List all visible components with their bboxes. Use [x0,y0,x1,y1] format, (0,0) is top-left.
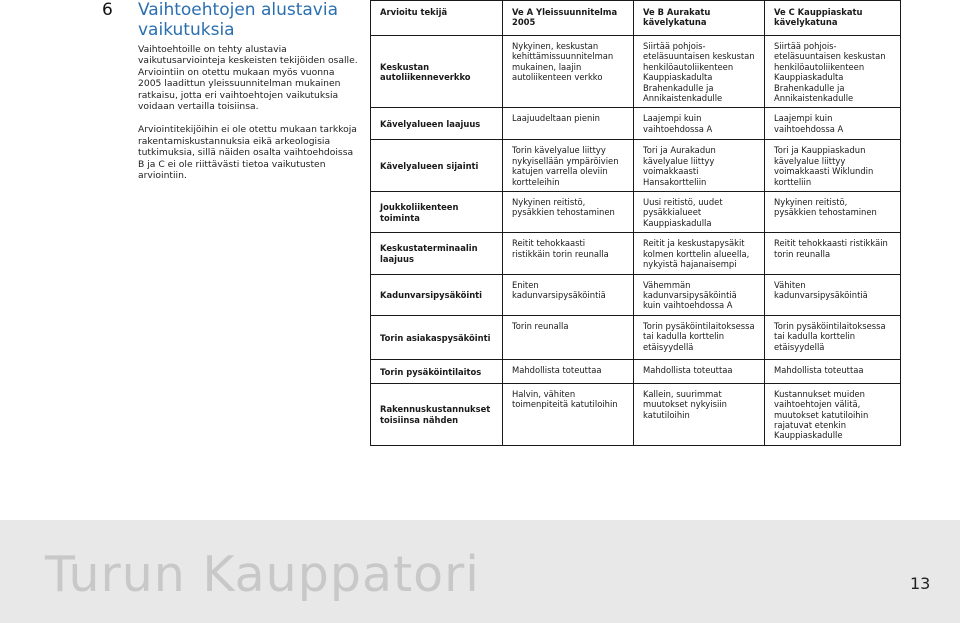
table-header-row [371,1,901,36]
cell-option-b: Reitit ja keskustapysäkit kolmen korttelin alueella, nykyistä hajanaisempi [634,233,765,274]
cell-option-c: Mahdollista toteuttaa [765,359,901,383]
cell-option-b: Mahdollista toteuttaa [634,359,765,383]
page-number: 13 [910,574,931,593]
cell-option-b: Laajempi kuin vaihtoehdossa A [634,108,765,140]
cell-option-c: Vähiten kadunvarsipysäköintiä [765,274,901,315]
cell-option-a: Reitit tehokkaasti ristikkäin torin reunalla [503,233,634,274]
cell-option-c: Tori ja Kauppiaskadun kävelyalue liittyy voimakkaasti Wiklundin kortteliin [765,140,901,192]
row-label: Keskustan autoliikenneverkko [371,36,503,108]
cell-option-c: Nykyinen reitistö, pysäkkien tehostaminen [765,192,901,233]
intro-text [138,44,358,193]
header-factor: Arvioitu tekijä [371,1,503,36]
row-label: Rakennuskustannukset toisiinsa nähden [371,383,503,445]
row-label: Joukkoliikenteen toiminta [371,192,503,233]
cell-option-b: Uusi reitistö, uudet pysäkkialueet Kauppiaskadulla [634,192,765,233]
cell-option-c: Reitit tehokkaasti ristikkäin torin reunalla [765,233,901,274]
cell-option-a: Nykyinen reitistö, pysäkkien tehostaminen [503,192,634,233]
intro-paragraph-2: Arviointitekijöihin ei ole otettu mukaan tarkkoja rakentamiskustannuksia eikä arkeologisia tutkimuksia, sillä näiden osalta vaihtoehdoissa B ja C ei ole riittävästi tietoa vaikutusten arviointiin. [138,124,357,182]
cell-option-a: Torin kävelyalue liittyy nykyisellään ympäröivien katujen varrella oleviin kortteleihin [503,140,634,192]
cell-option-b: Tori ja Aurakadun kävelyalue liittyy voimakkaasti Hansakortteliin [634,140,765,192]
cell-option-a: Mahdollista toteuttaa [503,359,634,383]
header-option-a: Ve A Yleissuunnitelma 2005 [503,1,634,36]
cell-option-b: Kallein, suurimmat muutokset nykyisiin katutiloihin [634,383,765,445]
table-row [371,315,901,359]
cell-option-a: Torin reunalla [503,315,634,359]
cell-option-c: Laajempi kuin vaihtoehdossa A [765,108,901,140]
table-row [371,36,901,108]
cell-option-a: Halvin, vähiten toimenpiteitä katutiloihin [503,383,634,445]
cell-option-b: Siirtää pohjois-eteläsuuntaisen keskustan henkilöautoliikenteen Kauppiaskadulta Brahenkadulle ja Annikaistenkadulle [634,36,765,108]
table-row [371,233,901,274]
evaluation-table [370,0,901,446]
row-label: Torin asiakaspysäköinti [371,315,503,359]
cell-option-b: Torin pysäköintilaitoksessa tai kadulla korttelin etäisyydellä [634,315,765,359]
row-label: Kävelyalueen laajuus [371,108,503,140]
cell-option-a: Laajuudeltaan pienin [503,108,634,140]
header-option-b: Ve B Aurakatu kävelykatuna [634,1,765,36]
table-row [371,192,901,233]
row-label: Kadunvarsipysäköinti [371,274,503,315]
cell-option-c: Kustannukset muiden vaihtoehtojen välitä, muutokset katutiloihin rajatuvat etenkin Kauppiaskadulle [765,383,901,445]
cell-option-a: Eniten kadunvarsipysäköintiä [503,274,634,315]
table-row [371,274,901,315]
row-label: Torin pysäköintilaitos [371,359,503,383]
cell-option-c: Torin pysäköintilaitoksessa tai kadulla korttelin etäisyydellä [765,315,901,359]
page-footer [0,520,960,623]
header-option-c: Ve C Kauppiaskatu kävelykatuna [765,1,901,36]
row-label: Kävelyalueen sijainti [371,140,503,192]
cell-option-b: Vähemmän kadunvarsipysäköintiä kuin vaihtoehdossa A [634,274,765,315]
chapter-number: 6 [102,0,113,20]
table-row [371,359,901,383]
table-row [371,140,901,192]
cell-option-c: Siirtää pohjois-eteläsuuntaisen keskustan henkilöautoliikenteen Kauppiaskadulta Brahenkadulle ja Annikaistenkadulle [765,36,901,108]
footer-brand: Turun Kauppatori [45,546,480,603]
intro-paragraph-1: Vaihtoehtoille on tehty alustavia vaikutusarviointeja keskeisten tekijöiden osalle. Arviointiin on otettu mukaan myös vuonna 2005 laadittun yleissuunnitelman mukainen ratkaisu, jotta eri vaihtoehtojen vaikutuksia voidaan vertailla toisiinsa. [138,44,358,113]
table-row [371,108,901,140]
row-label: Keskustaterminaalin laajuus [371,233,503,274]
cell-option-a: Nykyinen, keskustan kehittämissuunnitelman mukainen, laajin autoliikenteen verkko [503,36,634,108]
table-row [371,383,901,445]
chapter-title: Vaihtoehtojen alustavia vaikutuksia [138,0,339,40]
